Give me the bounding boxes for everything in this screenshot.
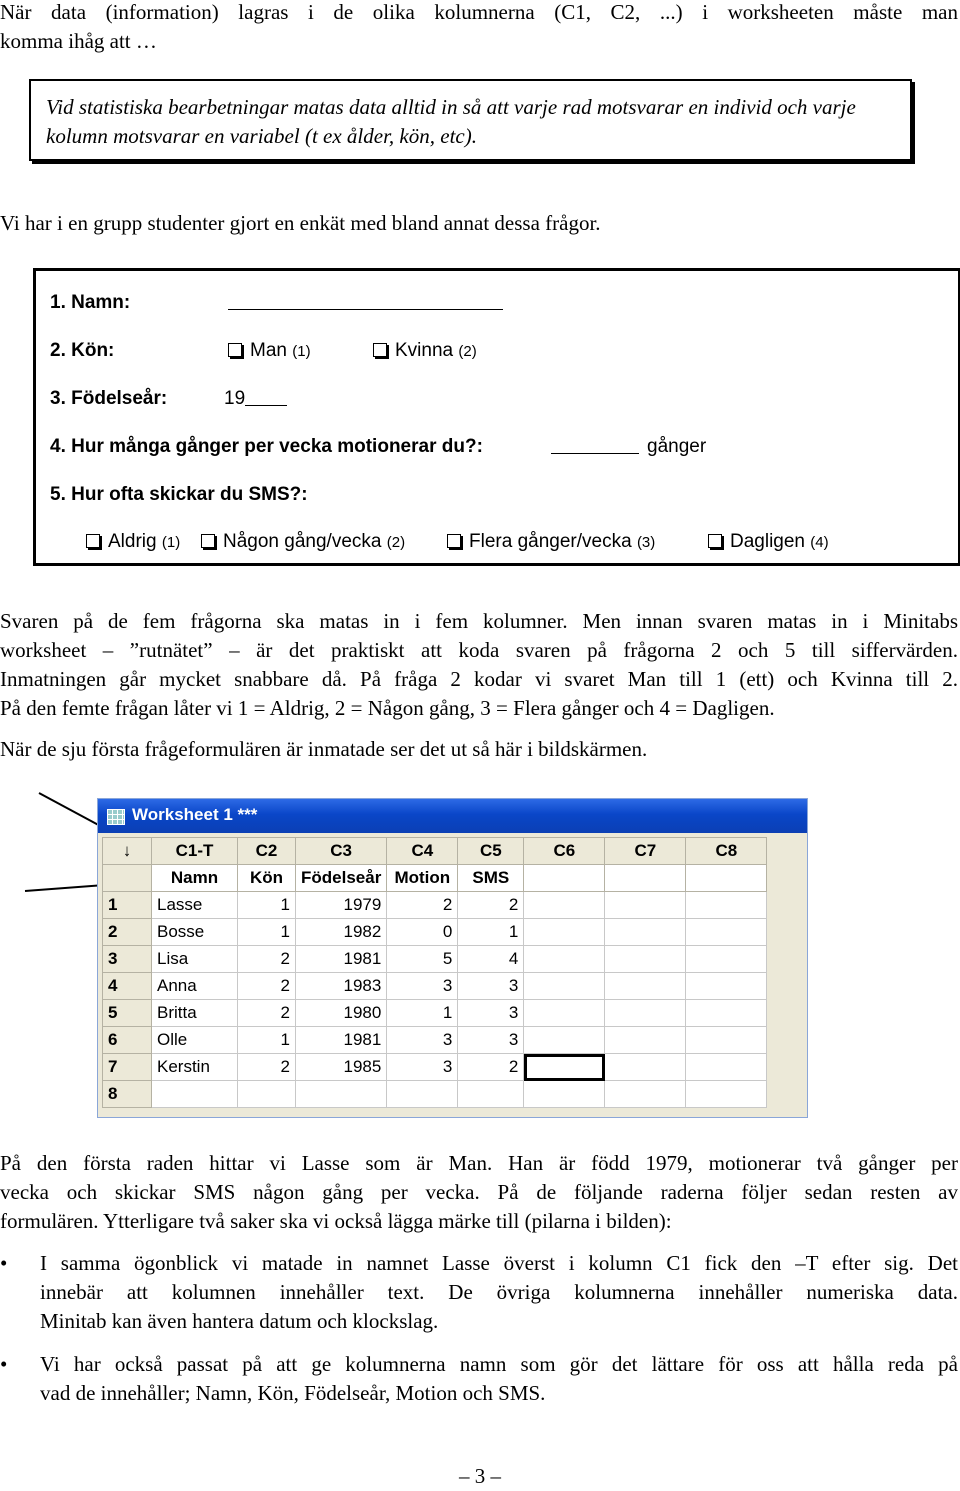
col-name-row	[103, 865, 767, 892]
col-id[interactable]: C3	[296, 838, 387, 865]
col-id[interactable]: C5	[458, 838, 524, 865]
grid-cell[interactable]: Olle	[152, 1027, 238, 1054]
sms-option-dagligen	[708, 530, 829, 555]
option-kvinna	[373, 339, 477, 364]
grid-cell[interactable]	[686, 919, 767, 946]
row-number[interactable]: 7	[103, 1054, 152, 1081]
grid-cell[interactable]: 3	[387, 1027, 458, 1054]
option-label: Flera gånger/vecka	[469, 531, 632, 552]
corner-cell[interactable]: ↓	[103, 838, 152, 865]
option-label: Dagligen	[730, 531, 805, 552]
checkbox-icon	[373, 343, 387, 357]
col-name[interactable]: SMS	[458, 865, 524, 892]
grid-cell[interactable]: 1	[238, 919, 296, 946]
survey-intro: Vi har i en grupp studenter gjort en enkät med bland annat dessa frågor.	[0, 211, 601, 235]
grid-cell[interactable]: 1	[458, 919, 524, 946]
grid-cell[interactable]	[686, 946, 767, 973]
para1-line-4: På den femte frågan låter vi 1 = Aldrig, 2 = Någon gång, 3 = Flera gånger och 4 = Dagligen.	[0, 696, 775, 720]
table-row	[103, 1000, 767, 1027]
grid-cell[interactable]	[605, 1000, 686, 1027]
exercise-field	[551, 435, 706, 459]
grid-cell[interactable]: 2	[238, 1000, 296, 1027]
grid-cell[interactable]: 2	[458, 892, 524, 919]
worksheet-window	[97, 798, 808, 1118]
grid-cell[interactable]: 1982	[296, 919, 387, 946]
table-row	[103, 1027, 767, 1054]
col-id[interactable]: C7	[605, 838, 686, 865]
option-label: Man	[250, 340, 287, 361]
bullet-1-line-1: I samma ögonblick vi matade in namnet Lasse överst i kolumn C1 fick den –T efter sig. Det	[40, 1251, 958, 1275]
col-name[interactable]	[524, 865, 605, 892]
table-row	[103, 973, 767, 1000]
grid-cell[interactable]: 1981	[296, 1027, 387, 1054]
sms-option-nagon-gang	[201, 530, 405, 555]
option-label: Aldrig	[108, 531, 157, 552]
grid-cell[interactable]	[524, 973, 605, 1000]
grid-cell[interactable]: 4	[458, 946, 524, 973]
bullet-icon: •	[0, 1352, 8, 1376]
grid-cell[interactable]	[686, 1081, 767, 1108]
survey-form	[33, 268, 960, 566]
table-row	[103, 1054, 767, 1081]
col-id[interactable]: C2	[238, 838, 296, 865]
col-id[interactable]: C4	[387, 838, 458, 865]
grid-cell[interactable]	[686, 1027, 767, 1054]
question-3	[50, 387, 167, 411]
checkbox-icon	[447, 534, 461, 548]
grid-cell[interactable]	[605, 1027, 686, 1054]
grid-cell[interactable]: 1980	[296, 1000, 387, 1027]
col-name[interactable]	[605, 865, 686, 892]
row-number[interactable]: 1	[103, 892, 152, 919]
question-4-label: 4. Hur många gånger per vecka motionerar du?:	[50, 436, 483, 457]
grid-cell[interactable]	[524, 1081, 605, 1108]
col-id[interactable]: C1-T	[152, 838, 238, 865]
para1-line-3: Inmatningen går mycket snabbare då. På fråga 2 kodar vi svaret Man till 1 (ett) och Kvinna till 2.	[0, 667, 958, 691]
grid-cell[interactable]: 1	[238, 892, 296, 919]
worksheet-grid-icon	[107, 809, 125, 825]
question-2	[50, 339, 114, 363]
question-1	[50, 291, 503, 315]
birth-year-line	[245, 387, 287, 406]
grid-cell[interactable]: 3	[458, 1000, 524, 1027]
birth-year-field	[224, 387, 287, 411]
worksheet-title-bar[interactable]	[98, 799, 808, 833]
name-answer-line	[228, 291, 503, 310]
table-row	[103, 892, 767, 919]
para1-line-2: worksheet – ”rutnätet” – är det praktiskt att koda svaren på frågorna 2 och 5 till siffervärden.	[0, 638, 958, 662]
grid-cell[interactable]: 2	[458, 1054, 524, 1081]
grid-cell[interactable]: 1983	[296, 973, 387, 1000]
row-number[interactable]: 2	[103, 919, 152, 946]
grid-cell[interactable]: 3	[387, 973, 458, 1000]
col-name[interactable]: Kön	[238, 865, 296, 892]
grid-cell[interactable]	[605, 1081, 686, 1108]
worksheet-grid	[102, 837, 767, 1108]
grid-cell[interactable]: 3	[458, 973, 524, 1000]
grid-cell[interactable]: 3	[387, 1054, 458, 1081]
grid-cell[interactable]	[686, 973, 767, 1000]
bullet-2-line-1: Vi har också passat på att ge kolumnerna namn som gör det lättare för oss att hålla reda på	[40, 1352, 958, 1376]
grid-cell[interactable]: 1	[238, 1027, 296, 1054]
grid-cell[interactable]: 5	[387, 946, 458, 973]
grid-cell[interactable]	[152, 1081, 238, 1108]
checkbox-icon	[228, 343, 242, 357]
grid-cell[interactable]: Kerstin	[152, 1054, 238, 1081]
grid-cell[interactable]	[686, 1054, 767, 1081]
grid-cell[interactable]: 1981	[296, 946, 387, 973]
grid-cell[interactable]	[524, 919, 605, 946]
grid-cell[interactable]: Anna	[152, 973, 238, 1000]
grid-cell[interactable]: 2	[238, 973, 296, 1000]
grid-cell[interactable]: 3	[458, 1027, 524, 1054]
grid-cell[interactable]: 2	[238, 1054, 296, 1081]
bullet-2-line-2: vad de innehåller; Namn, Kön, Födelseår, Motion och SMS.	[40, 1381, 546, 1405]
grid-cell[interactable]: Britta	[152, 1000, 238, 1027]
grid-cell[interactable]: 1	[387, 1000, 458, 1027]
row-number[interactable]: 8	[103, 1081, 152, 1108]
option-man	[228, 339, 311, 364]
grid-cell[interactable]	[686, 1000, 767, 1027]
bullet-1-line-2: innebär att kolumnen innehåller text. De övriga kolumnerna innehåller numeriska data.	[40, 1280, 958, 1304]
col-id[interactable]: C8	[686, 838, 767, 865]
exercise-line	[551, 435, 639, 454]
option-code: (3)	[636, 534, 656, 551]
page-number: – 3 –	[459, 1464, 501, 1488]
birth-year-prefix: 19	[224, 388, 246, 409]
grid-cell[interactable]	[524, 1027, 605, 1054]
option-code: (2)	[386, 534, 406, 551]
checkbox-icon	[86, 534, 100, 548]
option-code: (1)	[161, 534, 181, 551]
question-3-label: 3. Födelseår:	[50, 388, 168, 409]
para3-line-2: vecka och skickar SMS någon gång per vecka. På de följande raderna följer sedan resten av	[0, 1180, 958, 1204]
col-id[interactable]: C6	[524, 838, 605, 865]
grid-cell[interactable]	[296, 1081, 387, 1108]
intro-line: När data (information) lagras i de olika kolumnerna (C1, C2, ...) i worksheeten måste man	[0, 0, 958, 24]
para3-line-1: På den första raden hittar vi Lasse som är Man. Han är född 1979, motionerar två gånger per	[0, 1151, 958, 1175]
question-4	[50, 435, 483, 459]
grid-cell[interactable]	[605, 1054, 686, 1081]
col-name[interactable]: Motion	[387, 865, 458, 892]
sms-option-flera-ganger	[447, 530, 655, 555]
para3-line-3: formulären. Ytterligare två saker ska vi också lägga märke till (pilarna i bilden):	[0, 1209, 672, 1233]
sms-option-aldrig	[86, 530, 180, 555]
option-code: (2)	[458, 343, 477, 360]
option-label: Någon gång/vecka	[223, 531, 382, 552]
row-number[interactable]: 5	[103, 1000, 152, 1027]
option-code: (4)	[810, 534, 829, 551]
grid-cell[interactable]: Bosse	[152, 919, 238, 946]
grid-cell[interactable]: Lisa	[152, 946, 238, 973]
grid-cell[interactable]: Lasse	[152, 892, 238, 919]
question-1-label: 1. Namn:	[50, 292, 131, 313]
table-row	[103, 919, 767, 946]
grid-cell[interactable]	[387, 1081, 458, 1108]
exercise-suffix: gånger	[647, 436, 707, 457]
grid-cell[interactable]	[605, 973, 686, 1000]
grid-cell[interactable]: 1979	[296, 892, 387, 919]
grid-cell[interactable]	[605, 946, 686, 973]
grid-cell[interactable]	[238, 1081, 296, 1108]
row-number[interactable]: 4	[103, 973, 152, 1000]
para1-line-1: Svaren på de fem frågorna ska matas in i fem kolumner. Men innan svaren matas in i Minitabs	[0, 609, 958, 633]
bullet-icon: •	[0, 1251, 8, 1275]
grid-cell[interactable]	[605, 892, 686, 919]
note-box	[29, 79, 912, 161]
table-row	[103, 1081, 767, 1108]
intro-line-2: komma ihåg att …	[0, 29, 157, 53]
grid-cell[interactable]: 2	[238, 946, 296, 973]
option-label: Kvinna	[395, 340, 454, 361]
grid-cell[interactable]	[524, 1054, 605, 1081]
grid-cell[interactable]	[524, 892, 605, 919]
bullet-1-line-3: Minitab kan även hantera datum och klockslag.	[40, 1309, 439, 1333]
worksheet-title: Worksheet 1 ***	[132, 805, 258, 824]
table-row	[103, 946, 767, 973]
grid-cell[interactable]	[605, 919, 686, 946]
col-name[interactable]	[686, 865, 767, 892]
checkbox-icon	[201, 534, 215, 548]
grid-cell[interactable]: 2	[387, 892, 458, 919]
question-2-label: 2. Kön:	[50, 340, 115, 361]
para2: När de sju första frågeformulären är inmatade ser det ut så här i bildskärmen.	[0, 737, 648, 761]
question-5-label: 5. Hur ofta skickar du SMS?:	[50, 484, 308, 505]
note-text: Vid statistiska bearbetningar matas data alltid in så att varje rad motsvarar en individ och varje kolumn motsvarar en variabel (t ex ålder, kön, etc).	[46, 95, 856, 148]
col-id-row	[103, 838, 767, 865]
col-name[interactable]: Födelseår	[296, 865, 387, 892]
row-number[interactable]: 3	[103, 946, 152, 973]
col-name[interactable]: Namn	[152, 865, 238, 892]
checkbox-icon	[708, 534, 722, 548]
option-code: (1)	[292, 343, 311, 360]
grid-cell[interactable]: 1985	[296, 1054, 387, 1081]
grid-cell[interactable]	[524, 946, 605, 973]
row-number[interactable]: 6	[103, 1027, 152, 1054]
question-5	[50, 483, 308, 507]
grid-cell[interactable]	[524, 1000, 605, 1027]
corner-blank	[103, 865, 152, 892]
grid-cell[interactable]	[686, 892, 767, 919]
grid-cell[interactable]	[458, 1081, 524, 1108]
grid-cell[interactable]: 0	[387, 919, 458, 946]
